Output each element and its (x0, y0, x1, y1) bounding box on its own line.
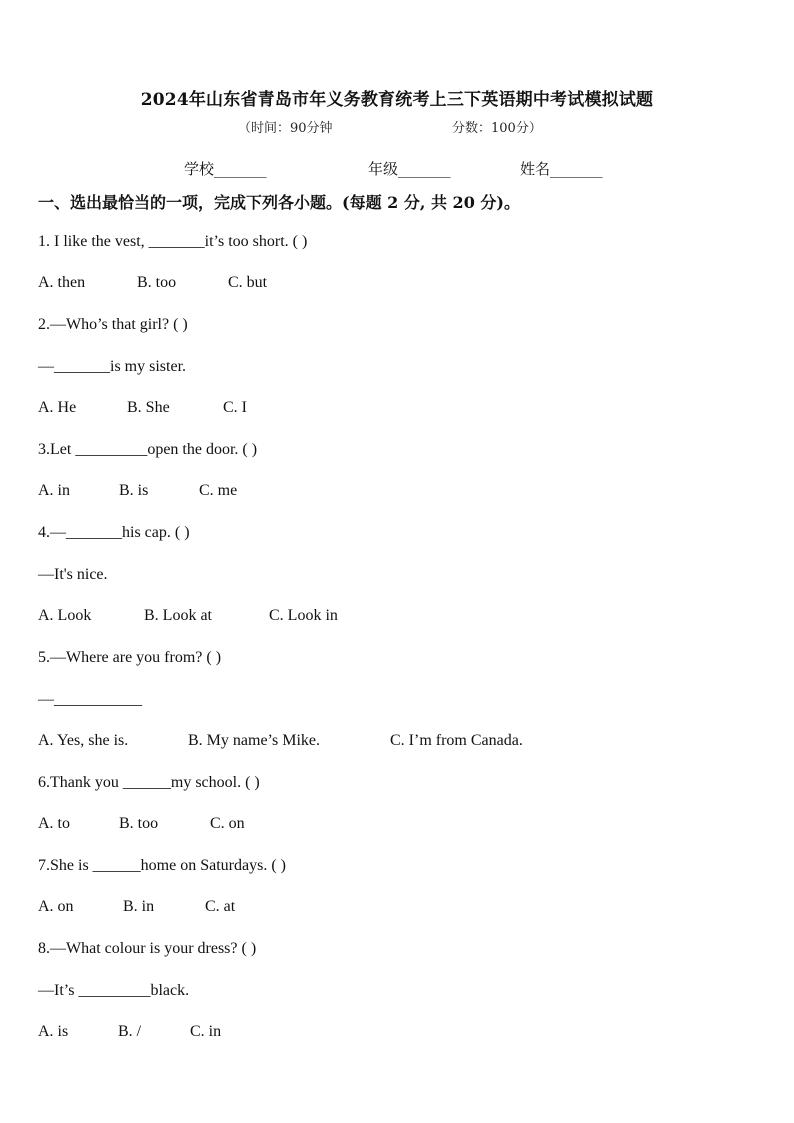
option-b[interactable]: B. My name’s Mike. (188, 732, 320, 749)
option-c[interactable]: C. but (228, 274, 268, 291)
section-heading: 一、选出最恰当的一项，完成下列各小题。(每题 2 分, 共 20 分)。 (38, 193, 520, 212)
option-b[interactable]: B. She (127, 399, 170, 416)
name-field[interactable]: 姓名_______ (520, 160, 603, 178)
question-stem: —It’s _________black. (38, 982, 190, 999)
option-b[interactable]: B. / (118, 1023, 142, 1040)
option-c[interactable]: C. in (190, 1023, 222, 1040)
option-b[interactable]: B. in (123, 898, 155, 915)
option-c[interactable]: C. on (210, 815, 245, 832)
answer-options (38, 399, 247, 417)
question-stem: 8.—What colour is your dress? ( ) (38, 940, 257, 957)
question-stem: 5.—Where are you from? ( ) (38, 649, 222, 666)
question-stem: 2.—Who’s that girl? ( ) (38, 316, 188, 333)
option-a[interactable]: A. He (38, 399, 77, 416)
option-a[interactable]: A. Look (38, 607, 92, 624)
question-stem: 6.Thank you ______my school. ( ) (38, 774, 260, 791)
answer-options (38, 815, 245, 833)
question-stem: 4.—_______his cap. ( ) (38, 524, 190, 541)
answer-options (38, 607, 338, 625)
question-stem: —___________ (38, 691, 142, 708)
grade-field[interactable]: 年级_______ (368, 160, 451, 178)
option-c[interactable]: C. I’m from Canada. (390, 732, 523, 749)
question-stem: 7.She is ______home on Saturdays. ( ) (38, 857, 286, 874)
question-stem: 3.Let _________open the door. ( ) (38, 441, 258, 458)
option-c[interactable]: C. Look in (269, 607, 338, 624)
option-c[interactable]: C. I (223, 399, 247, 416)
question-stem: —_______is my sister. (38, 358, 187, 375)
exam-time: （时间：90分钟 (238, 121, 333, 136)
question-stem: 1. I like the vest, _______it’s too short. ( ) (38, 233, 308, 250)
option-a[interactable]: A. is (38, 1023, 69, 1040)
page-title: 2024年山东省青岛市年义务教育统考上三下英语期中考试模拟试题 (140, 90, 654, 110)
exam-score: 分数：100分） (452, 121, 542, 136)
option-b[interactable]: B. is (119, 482, 149, 499)
option-b[interactable]: B. too (119, 815, 159, 832)
answer-options (38, 898, 235, 916)
option-a[interactable]: A. then (38, 274, 86, 291)
answer-options (38, 1023, 221, 1041)
question-stem: —It's nice. (38, 566, 108, 583)
option-a[interactable]: A. on (38, 898, 74, 915)
school-field[interactable]: 学校_______ (184, 160, 267, 178)
answer-options (38, 732, 523, 750)
option-c[interactable]: C. at (205, 898, 236, 915)
option-a[interactable]: A. in (38, 482, 70, 499)
option-c[interactable]: C. me (199, 482, 238, 499)
answer-options (38, 482, 237, 500)
option-a[interactable]: A. Yes, she is. (38, 732, 129, 749)
option-b[interactable]: B. Look at (144, 607, 212, 624)
option-a[interactable]: A. to (38, 815, 70, 832)
option-b[interactable]: B. too (137, 274, 177, 291)
answer-options (38, 274, 267, 292)
